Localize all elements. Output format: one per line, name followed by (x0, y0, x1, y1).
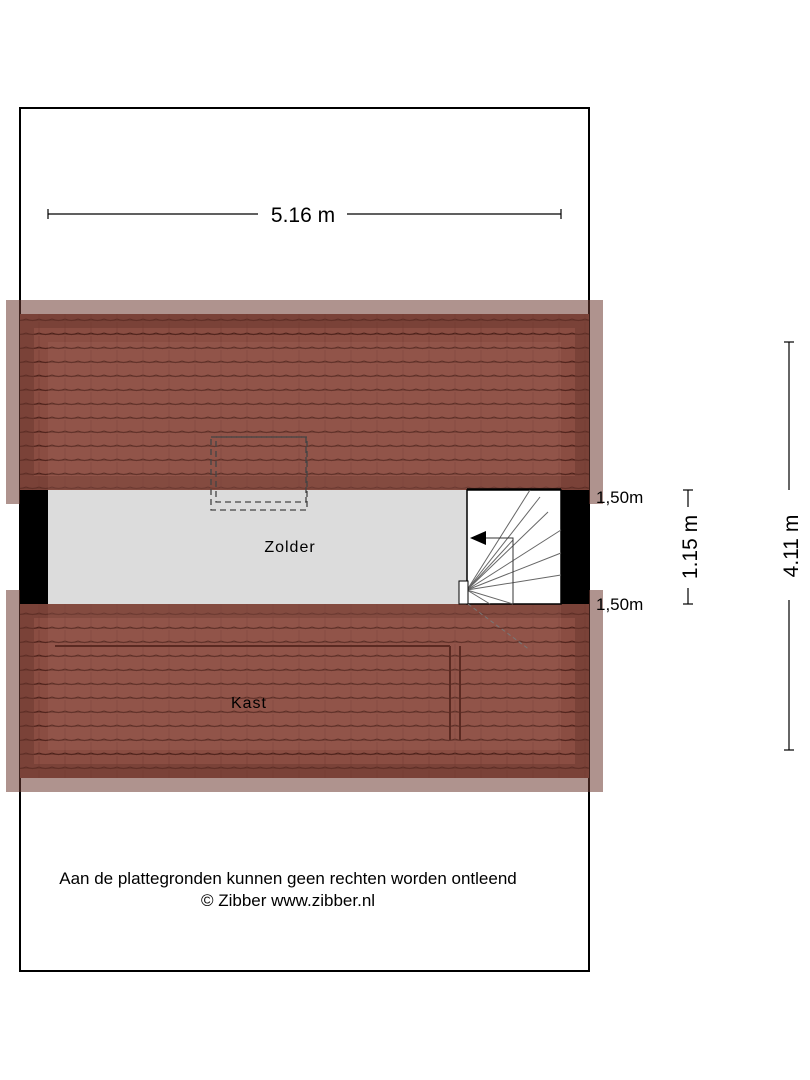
depth-label: 4.11 m (780, 514, 803, 578)
wall-left (20, 490, 48, 604)
disclaimer-text: Aan de plattegronden kunnen geen rechten worden ontleend (59, 869, 517, 888)
room-label-zolder: Zolder (264, 539, 316, 556)
height-label-bottom: 1,50m (596, 595, 644, 614)
copyright-text: © Zibber www.zibber.nl (200, 891, 376, 910)
height-label-top: 1,50m (596, 488, 644, 507)
zolder-floor (48, 490, 468, 604)
room-label-kast: Kast (230, 695, 268, 712)
inner-dimension-label: 1.15 m (679, 514, 702, 580)
wall-right (561, 490, 589, 604)
roof-top (20, 314, 589, 490)
width-label: 5.16 m (270, 204, 336, 227)
